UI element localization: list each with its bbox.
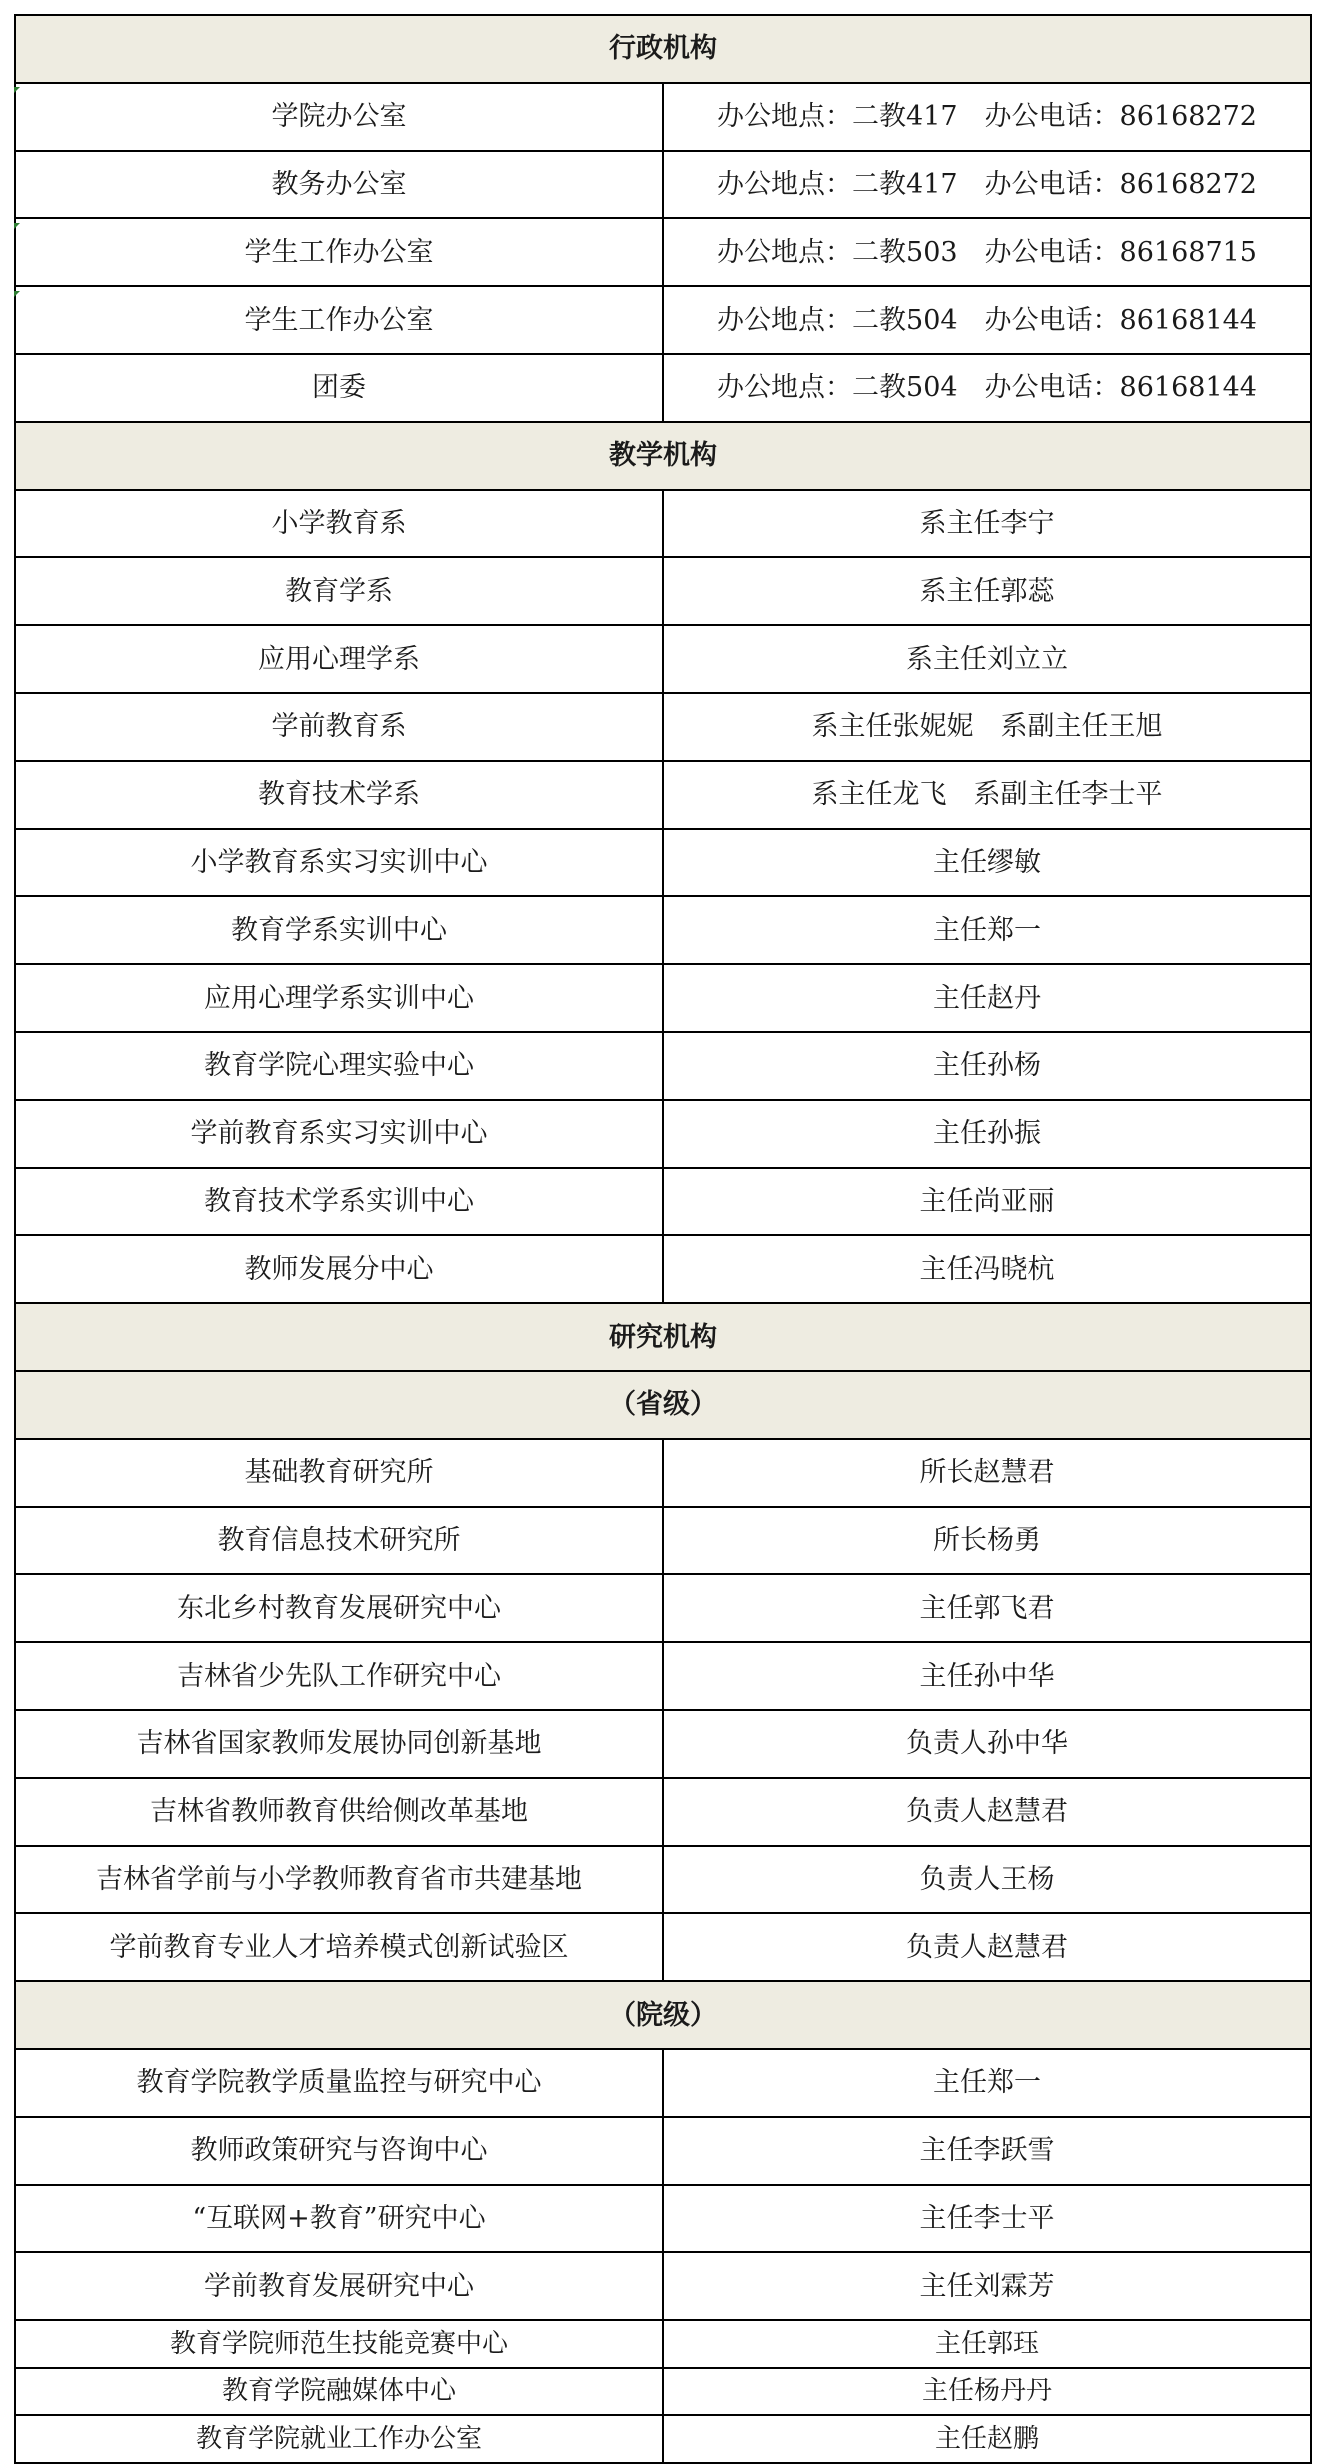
unit-info-cell: 办公地点：二教417 办公电话：86168272: [663, 83, 1311, 151]
unit-name-cell: 应用心理学系实训中心: [15, 964, 663, 1032]
section-heading: 教学机构: [15, 422, 1311, 490]
unit-name-cell: 吉林省学前与小学教师教育省市共建基地: [15, 1846, 663, 1914]
unit-info-cell: 所长赵慧君: [663, 1439, 1311, 1507]
unit-name-cell: 教育学院师范生技能竞赛中心: [15, 2320, 663, 2368]
table-row: [15, 1168, 1311, 1236]
table-row: [15, 2320, 1311, 2368]
section-heading: （院级）: [15, 1981, 1311, 2049]
unit-name-cell: 小学教育系实习实训中心: [15, 829, 663, 897]
table-row: [15, 896, 1311, 964]
cell-comment-marker: [14, 223, 20, 229]
unit-name-cell: 学前教育系实习实训中心: [15, 1100, 663, 1168]
unit-name-cell: 吉林省教师教育供给侧改革基地: [15, 1778, 663, 1846]
table-row: [15, 1913, 1311, 1981]
table-row: [15, 286, 1311, 354]
cell-comment-marker: [14, 87, 20, 93]
table-row: [15, 2049, 1311, 2117]
unit-name-cell: 基础教育研究所: [15, 1439, 663, 1507]
organization-table: [14, 14, 1312, 2464]
unit-info-cell: 主任刘霖芳: [663, 2252, 1311, 2320]
unit-name-cell: 学生工作办公室: [15, 286, 663, 354]
section-heading: 研究机构: [15, 1303, 1311, 1371]
table-row: [15, 557, 1311, 625]
unit-name-cell: 教育学系实训中心: [15, 896, 663, 964]
unit-name-cell: 教育学院就业工作办公室: [15, 2415, 663, 2463]
table-row: [15, 829, 1311, 897]
unit-name-cell: 教育学院心理实验中心: [15, 1032, 663, 1100]
table-row: [15, 964, 1311, 1032]
unit-info-cell: 负责人孙中华: [663, 1710, 1311, 1778]
table-row: [15, 354, 1311, 422]
unit-name-cell: 教育学院融媒体中心: [15, 2368, 663, 2416]
table-row: [15, 1710, 1311, 1778]
unit-name-cell: 学前教育系: [15, 693, 663, 761]
unit-name-cell: 教育技术学系实训中心: [15, 1168, 663, 1236]
unit-info-cell: 主任郑一: [663, 896, 1311, 964]
table-row: [15, 1032, 1311, 1100]
section-header-row: [15, 15, 1311, 83]
table-row: [15, 693, 1311, 761]
unit-info-cell: 办公地点：二教417 办公电话：86168272: [663, 151, 1311, 219]
table-row: [15, 761, 1311, 829]
unit-info-cell: 主任缪敏: [663, 829, 1311, 897]
table-row: [15, 1846, 1311, 1914]
unit-info-cell: 系主任龙飞 系副主任李士平: [663, 761, 1311, 829]
unit-name-cell: 团委: [15, 354, 663, 422]
table-row: [15, 1235, 1311, 1303]
unit-name-cell: 小学教育系: [15, 490, 663, 558]
unit-info-cell: 负责人王杨: [663, 1846, 1311, 1914]
table-row: [15, 1439, 1311, 1507]
table-row: [15, 2117, 1311, 2185]
unit-info-cell: 主任尚亚丽: [663, 1168, 1311, 1236]
table-row: [15, 1778, 1311, 1846]
unit-name-cell: 应用心理学系: [15, 625, 663, 693]
unit-name-cell: 学院办公室: [15, 83, 663, 151]
unit-name-cell: 学前教育发展研究中心: [15, 2252, 663, 2320]
unit-info-cell: 主任郑一: [663, 2049, 1311, 2117]
unit-name-cell: 教师发展分中心: [15, 1235, 663, 1303]
unit-info-cell: 主任孙杨: [663, 1032, 1311, 1100]
unit-info-cell: 主任赵鹏: [663, 2415, 1311, 2463]
unit-info-cell: 主任孙振: [663, 1100, 1311, 1168]
table-row: [15, 1642, 1311, 1710]
unit-name-cell: 吉林省国家教师发展协同创新基地: [15, 1710, 663, 1778]
section-header-row: [15, 1981, 1311, 2049]
unit-info-cell: 负责人赵慧君: [663, 1778, 1311, 1846]
section-header-row: [15, 1371, 1311, 1439]
unit-name-cell: 教师政策研究与咨询中心: [15, 2117, 663, 2185]
unit-info-cell: 主任孙中华: [663, 1642, 1311, 1710]
unit-name-cell: 教育学院教学质量监控与研究中心: [15, 2049, 663, 2117]
table-row: [15, 1100, 1311, 1168]
table-row: [15, 2368, 1311, 2416]
unit-info-cell: 主任李士平: [663, 2185, 1311, 2253]
unit-info-cell: 主任李跃雪: [663, 2117, 1311, 2185]
unit-info-cell: 主任郭飞君: [663, 1574, 1311, 1642]
cell-comment-marker: [14, 291, 20, 297]
unit-name-cell: 学前教育专业人才培养模式创新试验区: [15, 1913, 663, 1981]
unit-info-cell: 系主任李宁: [663, 490, 1311, 558]
unit-info-cell: 主任郭珏: [663, 2320, 1311, 2368]
unit-info-cell: 系主任张妮妮 系副主任王旭: [663, 693, 1311, 761]
unit-info-cell: 办公地点：二教504 办公电话：86168144: [663, 286, 1311, 354]
unit-name-cell: 教育学系: [15, 557, 663, 625]
table-row: [15, 1507, 1311, 1575]
unit-info-cell: 主任赵丹: [663, 964, 1311, 1032]
table-row: [15, 1574, 1311, 1642]
unit-info-cell: 主任冯晓杭: [663, 1235, 1311, 1303]
unit-info-cell: 办公地点：二教504 办公电话：86168144: [663, 354, 1311, 422]
unit-name-cell: 学生工作办公室: [15, 218, 663, 286]
table-row: [15, 2415, 1311, 2463]
section-header-row: [15, 1303, 1311, 1371]
unit-name-cell: “互联网+教育”研究中心: [15, 2185, 663, 2253]
unit-name-cell: 教育技术学系: [15, 761, 663, 829]
table-row: [15, 490, 1311, 558]
section-heading: 行政机构: [15, 15, 1311, 83]
section-header-row: [15, 422, 1311, 490]
unit-info-cell: 所长杨勇: [663, 1507, 1311, 1575]
table-row: [15, 2252, 1311, 2320]
section-heading: （省级）: [15, 1371, 1311, 1439]
table-row: [15, 83, 1311, 151]
unit-info-cell: 主任杨丹丹: [663, 2368, 1311, 2416]
table-row: [15, 625, 1311, 693]
table-row: [15, 2185, 1311, 2253]
unit-info-cell: 办公地点：二教503 办公电话：86168715: [663, 218, 1311, 286]
unit-info-cell: 负责人赵慧君: [663, 1913, 1311, 1981]
unit-info-cell: 系主任郭蕊: [663, 557, 1311, 625]
unit-name-cell: 吉林省少先队工作研究中心: [15, 1642, 663, 1710]
unit-name-cell: 教育信息技术研究所: [15, 1507, 663, 1575]
unit-info-cell: 系主任刘立立: [663, 625, 1311, 693]
unit-name-cell: 东北乡村教育发展研究中心: [15, 1574, 663, 1642]
unit-name-cell: 教务办公室: [15, 151, 663, 219]
table-row: [15, 151, 1311, 219]
table-row: [15, 218, 1311, 286]
